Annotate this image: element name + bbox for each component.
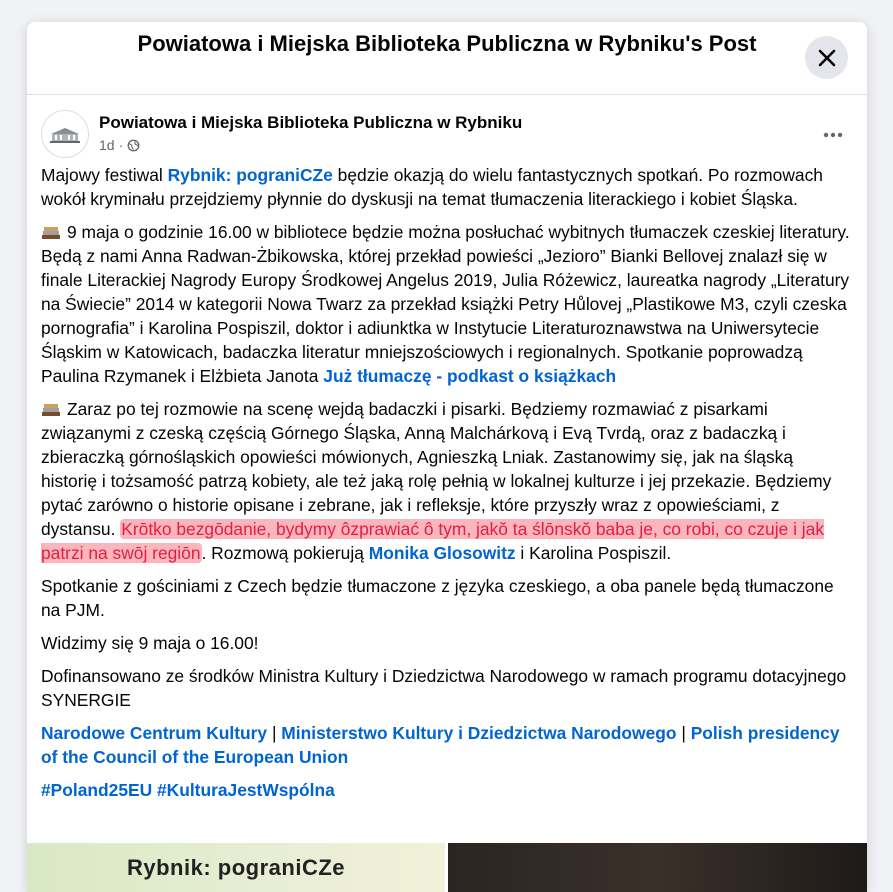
post-images [27, 843, 867, 892]
post-meta [99, 137, 140, 153]
hashtag-poland25eu[interactable]: #Poland25EU [41, 780, 153, 800]
post-header [27, 95, 867, 163]
post-image-poster[interactable] [27, 843, 445, 892]
post-body [27, 163, 867, 802]
paragraph-intro: Majowy festiwal Rybnik: pograniCZe będzie okazją do wielu fantastycznych spotkań. Po rozmowach wokół kryminału przejdziemy płynnie do dyskusji na temat tłumaczenia literackiego i kobiet Śląska. [41, 165, 823, 209]
partner-links: Narodowe Centrum Kultury | Ministerstwo Kultury i Dziedzictwa Narodowego | Polish presidency of the Council of the European Union [41, 723, 840, 767]
post-time[interactable]: 1d [99, 137, 115, 153]
paragraph-translators: 9 maja o godzinie 16.00 w bibliotece będzie można posłuchać wybitnych tłumaczek czeskiej literatury. Będą z nami Anna Radwan-Żbikowska, której przekład powieści „Jezioro” Bianki Bellovej znalazł się w finale Literackiej Nagrody Europy Środkowej Angelus 2019, Julia Różewicz, laureatka nagrody „Literatury na Świecie” 2014 w kategorii Nowa Twarz za przekład książki Petry Hůlovej „Plastikowe M3, czyli czeska pornografia” i Karolina Pospiszil, doktor i adiunktka w Instytucie Literaturoznawstwa na Uniwersytecie Śląskim w Katowicach, badaczka literatur mniejszościowych i regionalnych. Spotkanie poprowadzą Paulina Rzymanek i Elżbieta Janota Już tłumaczę - podkast o książkach [41, 222, 850, 386]
close-button[interactable] [805, 36, 848, 79]
more-icon [823, 132, 843, 138]
ministry-link[interactable]: Ministerstwo Kultury i Dziedzictwa Narodowego [281, 723, 677, 743]
paragraph-see-you: Widzimy się 9 maja o 16.00! [41, 633, 259, 653]
more-options-button[interactable] [821, 123, 845, 147]
hashtag-kultura[interactable]: #KulturaJestWspólna [157, 780, 335, 800]
paragraph-researchers: Zaraz po tej rozmowie na scenę wejdą badaczki i pisarki. Będziemy rozmawiać z pisarkami związanymi z czeską częścią Górnego Śląska, Anną Malchárkovą i Evą Tvrdą, oraz z badaczką i zbieraczką górnośląskich opowieści mówionych, Agnieszką Lniak. Zastanowimy się, jak na śląską historię i tożsamość patrzą kobiety, ale też jaką rolę pełnią w lokalnej kulturze i jej przekazie. Będziemy pytać zarówno o historie opisane i zebrane, jak i refleksje, które przyszły wraz z opowieściami, z dystansu. Krōtko bezgōdanie, bydymy ôzprawiać ô tym, jakŏ ta ślōnskŏ baba je, co robi, co czuje i jak patrzi na swōj regiōn. Rozmową pokierują Monika Glosowitz i Karolina Pospiszil. [41, 399, 832, 563]
hashtags [41, 778, 853, 802]
moderator-link[interactable]: Monika Glosowitz [368, 543, 516, 563]
paragraph-translation-info: Spotkanie z gościniami z Czech będzie tłumaczone z języka czeskiego, a oba panele będą tłumaczone na PJM. [41, 576, 834, 620]
page-name-link[interactable]: Powiatowa i Miejska Biblioteka Publiczna w Rybniku [99, 113, 523, 132]
dialog-title: Powiatowa i Miejska Biblioteka Publiczna w Rybniku's Post [137, 31, 757, 56]
meta-dot: · [118, 137, 124, 153]
eu-presidency-link[interactable]: Polish presidency of the Council of the European Union [41, 723, 840, 767]
dialog-header [27, 22, 867, 95]
poster-caption: Rybnik: pograniCZe [127, 855, 346, 880]
nck-link[interactable]: Narodowe Centrum Kultury [41, 723, 268, 743]
books-icon [41, 226, 61, 240]
books-icon [41, 403, 61, 417]
globe-icon[interactable] [127, 139, 140, 152]
close-icon [818, 49, 836, 67]
avatar[interactable] [41, 110, 89, 158]
post-image-photo[interactable] [448, 843, 867, 892]
highlighted-text: Krōtko bezgōdanie, bydymy ôzprawiać ô tym, jakŏ ta ślōnskŏ baba je, co robi, co czuje i jak patrzi na swōj regiōn [41, 519, 825, 563]
podcast-link[interactable]: Już tłumaczę - podkast o książkach [323, 366, 617, 386]
festival-link[interactable]: Rybnik: pograniCZe [167, 165, 333, 185]
paragraph-funding: Dofinansowano ze środków Ministra Kultury i Dziedzictwa Narodowego w ramach programu dotacyjnego SYNERGIE [41, 666, 847, 710]
library-logo-icon [47, 124, 83, 144]
post-dialog [27, 22, 867, 892]
